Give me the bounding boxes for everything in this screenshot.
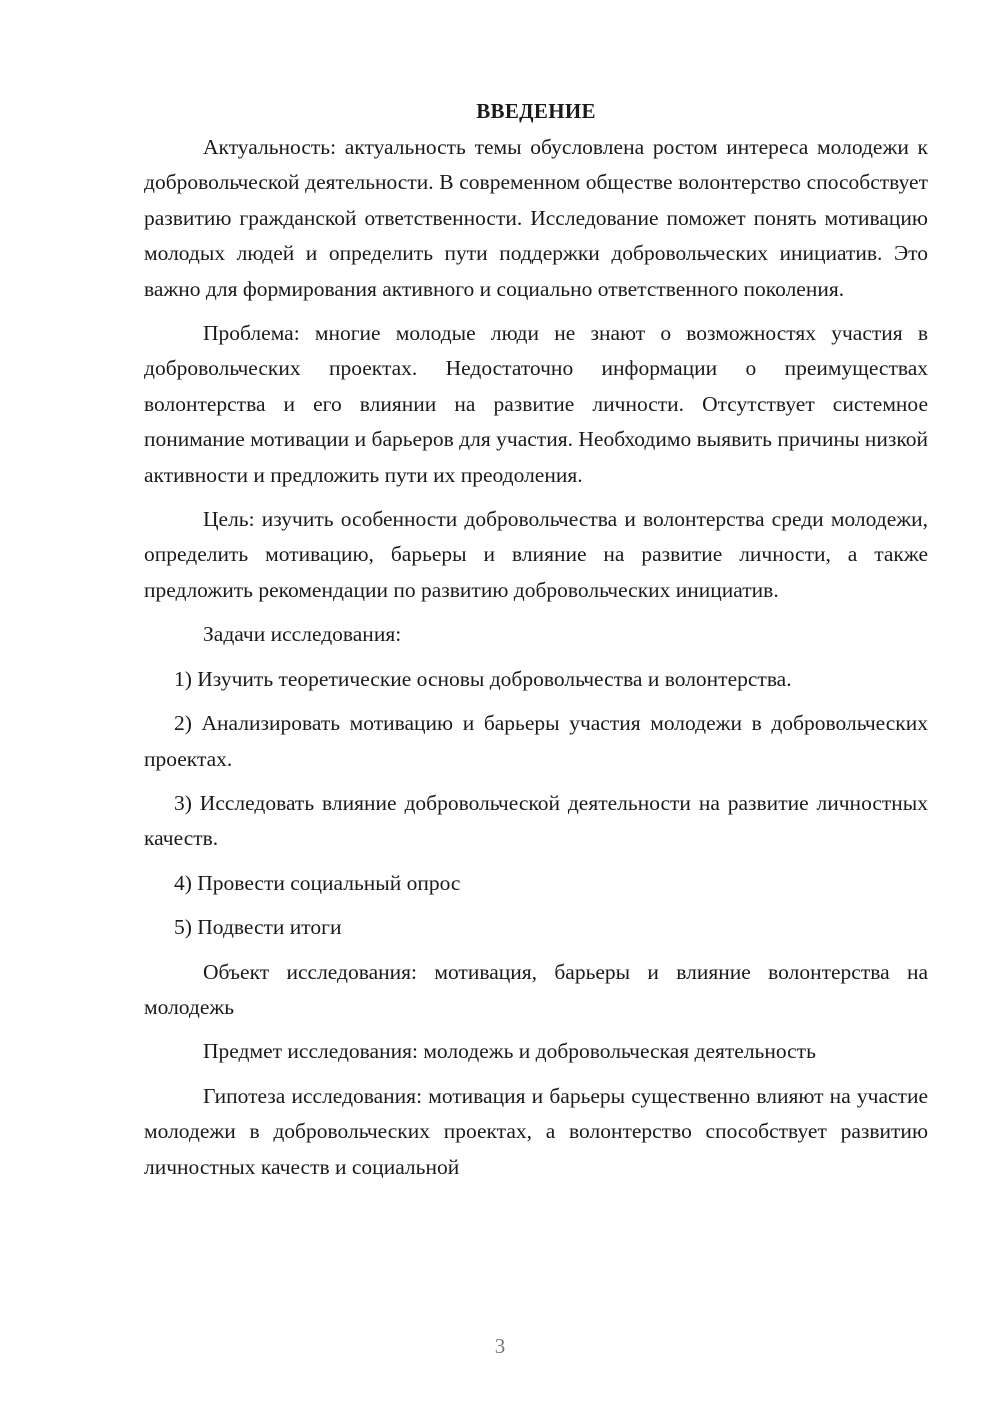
- hypothesis-paragraph: Гипотеза исследования: мотивация и барьеры существенно влияют на участие молодежи в добровольческих проектах, а волонтерство способствует развитию личностных качеств и социальной: [144, 1083, 928, 1179]
- task-item: 4) Провести социальный опрос: [174, 870, 461, 895]
- section-title: ВВЕДЕНИЕ: [476, 99, 596, 123]
- task-item: 2) Анализировать мотивацию и барьеры участия молодежи в добровольческих проектах.: [144, 711, 928, 771]
- task-item: 5) Подвести итоги: [174, 915, 342, 940]
- page-number: 3: [494, 1334, 506, 1358]
- problem-paragraph: Проблема: многие молодые люди не знают о возможностях участия в добровольческих проектах. Недостаточно информации о преимуществах волонтерства и его влиянии на развитие личности. Отсутствует системное понимание мотивации и барьеров для участия. Необходимо выявить причины низкой активности и предложить пути их преодоления.: [144, 321, 928, 487]
- subject-paragraph: Предмет исследования: молодежь и добровольческая деятельность: [203, 1039, 816, 1064]
- object-paragraph: Объект исследования: мотивация, барьеры и влияние волонтерства на молодежь: [144, 959, 928, 1019]
- task-item: 3) Исследовать влияние добровольческой деятельности на развитие личностных качеств.: [144, 790, 928, 851]
- document-page: [144, 96, 928, 1194]
- relevance-paragraph: Актуальность: актуальность темы обусловлена ростом интереса молодежи к добровольческой деятельности. В современном обществе волонтерство способствует развитию гражданской ответственности. Исследование поможет понять мотивацию молодых людей и определить пути поддержки добровольческих инициатив. Это важно для формирования активного и социально ответственного поколения.: [144, 135, 928, 301]
- goal-paragraph: Цель: изучить особенности добровольчества и волонтерства среди молодежи, определить мотивацию, барьеры и влияние на развитие личности, а также предложить рекомендации по развитию добровольческих инициатив.: [144, 507, 928, 602]
- task-item: 1) Изучить теоретические основы добровольчества и волонтерства.: [174, 666, 792, 691]
- tasks-heading: Задачи исследования:: [203, 622, 402, 647]
